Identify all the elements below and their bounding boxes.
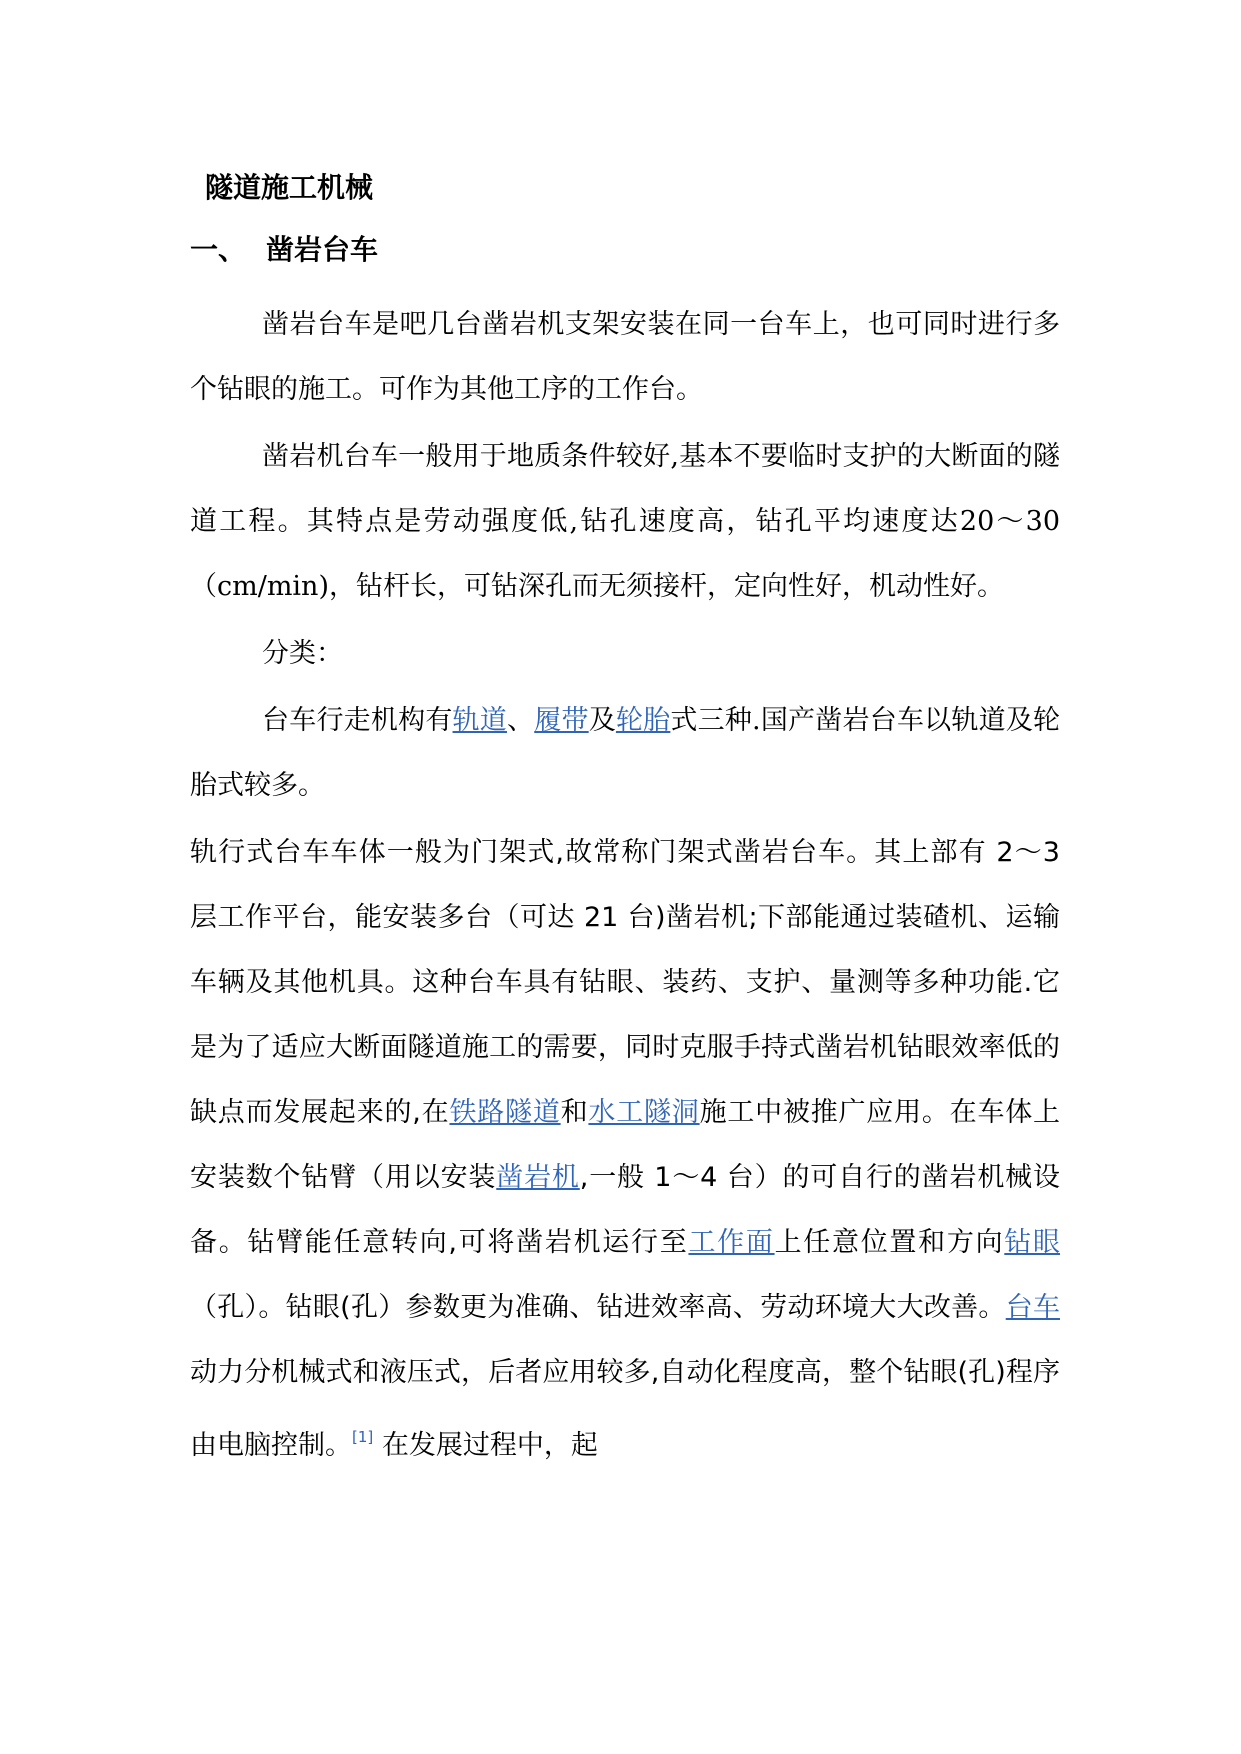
paragraph-intro: 凿岩台车是吧几台凿岩机支架安装在同一台车上，也可同时进行多个钻眼的施工。可作为其他工序的工作台。 [190,309,1060,405]
link-crawler[interactable]: 履带 [534,705,589,736]
link-jumbo[interactable]: 台车 [1005,1292,1060,1323]
section-title: 凿岩台车 [266,233,379,266]
link-hydraulic-tunnel[interactable]: 水工隧洞 [588,1097,700,1128]
link-track[interactable]: 轨道 [452,705,507,736]
section-heading [190,230,1060,270]
link-tire[interactable]: 轮胎 [615,705,671,736]
link-drill-hole[interactable]: 钻眼 [1004,1227,1061,1258]
link-railway-tunnel[interactable]: 铁路隧道 [449,1097,561,1128]
section-number: 一、 [190,233,247,266]
document-title: 隧道施工机械 [205,171,374,204]
link-rock-drill[interactable]: 凿岩机 [496,1162,580,1193]
paragraph-travel-mechanism: 台车行走机构有轨道、履带及轮胎式三种.国产凿岩台车以轨道及轮胎式较多。 [190,705,1061,801]
paragraph-features: 凿岩机台车一般用于地质条件较好,基本不要临时支护的大断面的隧道工程。其特点是劳动强度低,钻孔速度高，钻孔平均速度达20～30（cm/min)，钻杆长，可钻深孔而无须接杆，定向性好，机动性好。 [190,441,1060,602]
paragraph-rail-jumbo: 轨行式台车车体一般为门架式,故常称门架式凿岩台车。其上部有 2～3 层工作平台，能安装多台（可达 21 台)凿岩机;下部能通过装碴机、运输车辆及其他机具。这种台车具有钻眼、装药、支护、量测等多种功能.它是为了适应大断面隧道施工的需要，同时克服手持式凿岩机钻眼效率低的缺点而发展起来的,在铁路隧道和水工隧洞施工中被推广应用。在车体上安装数个钻臂（用以安装凿岩机,一般 1～4 台）的可自行的凿岩机械设备。钻臂能任意转向,可将凿岩机运行至工作面上任意位置和方向钻眼（孔）。钻眼(孔）参数更为准确、钻进效率高、劳动环境大大改善。台车动力分机械式和液压式，后者应用较多,自动化程度高，整个钻眼(孔)程序由电脑控制。[1] 在发展过程中，起 [190,837,1061,1461]
link-working-face[interactable]: 工作面 [688,1227,775,1258]
paragraph-classification-label: 分类： [262,638,343,669]
footnote-reference[interactable]: [1] [352,1428,374,1446]
document-page [190,140,1060,1478]
